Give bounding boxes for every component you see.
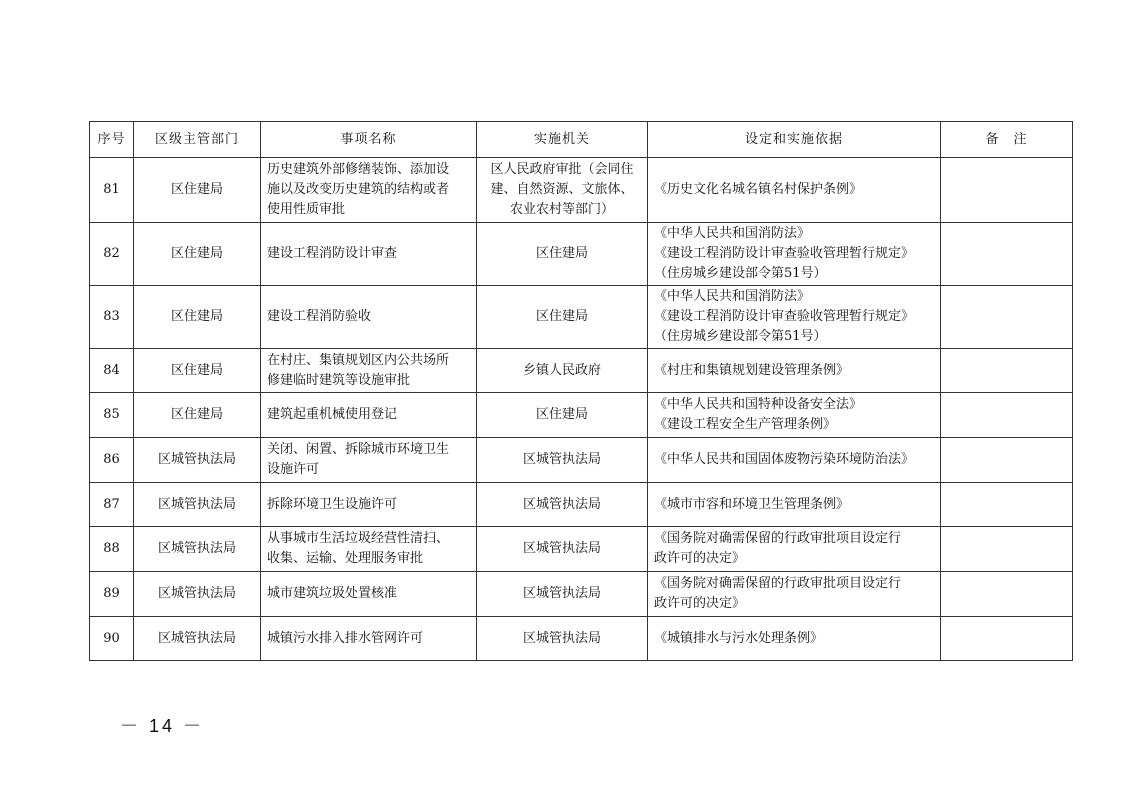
cell-serial: 83	[90, 286, 134, 349]
cell-agency	[477, 393, 648, 438]
cell-department: 区城管执法局	[134, 617, 261, 661]
cell-basis-line: 政许可的决定》	[654, 551, 746, 566]
cell-item-name	[261, 286, 477, 349]
cell-basis-line: 《国务院对确需保留的行政审批项目设定行	[654, 531, 902, 546]
header-item-name: 事项名称	[261, 122, 477, 158]
cell-basis	[648, 223, 941, 286]
table-row	[90, 223, 1073, 286]
table-row	[90, 286, 1073, 349]
cell-notes	[941, 438, 1073, 483]
cell-basis-line: 《中华人民共和国特种设备安全法》	[654, 397, 863, 412]
cell-serial: 82	[90, 223, 134, 286]
table-row	[90, 393, 1073, 438]
table-row	[90, 527, 1073, 572]
table-row	[90, 572, 1073, 617]
cell-item-name-line: 建设工程消防设计审查	[267, 246, 398, 261]
cell-item-name	[261, 572, 477, 617]
cell-notes	[941, 158, 1073, 223]
cell-agency-line: 区住建局	[535, 407, 588, 422]
header-agency: 实施机关	[477, 122, 648, 158]
cell-item-name-line: 使用性质审批	[267, 202, 346, 217]
cell-agency	[477, 223, 648, 286]
cell-department: 区住建局	[134, 393, 261, 438]
cell-notes	[941, 527, 1073, 572]
cell-agency-line: 区城管执法局	[522, 630, 601, 646]
cell-basis	[648, 483, 941, 527]
cell-serial: 89	[90, 572, 134, 617]
cell-department: 区城管执法局	[134, 483, 261, 527]
cell-agency-line: 建、自然资源、文旅体、	[490, 182, 634, 197]
cell-agency	[477, 286, 648, 349]
cell-department: 区住建局	[134, 349, 261, 393]
cell-basis	[648, 286, 941, 349]
cell-agency-line: 乡镇人民政府	[522, 362, 601, 378]
cell-item-name-line: 修建临时建筑等设施审批	[267, 372, 411, 388]
cell-item-name-line: 在村庄、集镇规划区内公共场所	[267, 352, 450, 368]
cell-department: 区住建局	[134, 223, 261, 286]
cell-item-name-line: 设施许可	[267, 462, 320, 477]
cell-serial: 87	[90, 483, 134, 527]
cell-notes	[941, 483, 1073, 527]
cell-item-name-line: 建设工程消防验收	[267, 309, 372, 324]
cell-basis-line: 《中华人民共和国消防法》	[654, 226, 811, 241]
cell-basis	[648, 527, 941, 572]
cell-notes	[941, 286, 1073, 349]
cell-notes	[941, 349, 1073, 393]
header-department: 区级主管部门	[134, 122, 261, 158]
table-row	[90, 349, 1073, 393]
cell-agency-line: 区城管执法局	[522, 586, 601, 601]
cell-agency	[477, 483, 648, 527]
cell-item-name	[261, 438, 477, 483]
cell-department: 区住建局	[134, 286, 261, 349]
cell-serial: 88	[90, 527, 134, 572]
cell-serial: 90	[90, 617, 134, 661]
cell-notes	[941, 393, 1073, 438]
cell-basis-line: 《国务院对确需保留的行政审批项目设定行	[654, 576, 902, 591]
cell-basis-line: 《城镇排水与污水处理条例》	[654, 630, 824, 646]
cell-agency-line: 农业农村等部门）	[509, 202, 614, 217]
cell-agency	[477, 158, 648, 223]
cell-basis-line: （住房城乡建设部令第51号）	[654, 266, 827, 281]
page-number: － 14 －	[120, 716, 205, 736]
cell-basis-line: 《历史文化名城名镇名村保护条例》	[654, 182, 863, 197]
cell-item-name-line: 关闭、闲置、拆除城市环境卫生	[267, 442, 450, 457]
cell-department: 区城管执法局	[134, 527, 261, 572]
cell-item-name	[261, 158, 477, 223]
cell-basis-line: 《城市市容和环境卫生管理条例》	[654, 496, 850, 512]
cell-basis-line: 政许可的决定》	[654, 596, 746, 611]
cell-basis	[648, 393, 941, 438]
cell-item-name	[261, 223, 477, 286]
cell-department: 区城管执法局	[134, 572, 261, 617]
cell-agency	[477, 438, 648, 483]
cell-serial: 84	[90, 349, 134, 393]
cell-agency	[477, 572, 648, 617]
cell-basis	[648, 617, 941, 661]
cell-basis-line: 《建设工程消防设计审查验收管理暂行规定》	[654, 309, 915, 324]
cell-department: 区城管执法局	[134, 438, 261, 483]
cell-agency	[477, 527, 648, 572]
cell-item-name	[261, 349, 477, 393]
cell-basis	[648, 572, 941, 617]
cell-notes	[941, 617, 1073, 661]
cell-serial: 86	[90, 438, 134, 483]
cell-agency-line: 区城管执法局	[522, 496, 601, 512]
cell-item-name	[261, 483, 477, 527]
cell-item-name	[261, 617, 477, 661]
cell-basis	[648, 438, 941, 483]
cell-item-name-line: 建筑起重机械使用登记	[267, 407, 398, 422]
cell-serial: 81	[90, 158, 134, 223]
approval-items-table	[89, 121, 1073, 661]
cell-basis	[648, 158, 941, 223]
cell-agency-line: 区住建局	[535, 246, 588, 261]
cell-agency-line: 区城管执法局	[522, 541, 601, 556]
cell-item-name	[261, 393, 477, 438]
table-row	[90, 617, 1073, 661]
cell-item-name-line: 施以及改变历史建筑的结构或者	[267, 182, 450, 197]
cell-item-name	[261, 527, 477, 572]
cell-item-name-line: 城市建筑垃圾处置核准	[267, 586, 398, 601]
table-row	[90, 158, 1073, 223]
table-row	[90, 483, 1073, 527]
cell-basis-line: 《建设工程安全生产管理条例》	[654, 417, 837, 432]
cell-serial: 85	[90, 393, 134, 438]
table-header-row	[90, 122, 1073, 158]
header-serial: 序号	[90, 122, 134, 158]
cell-item-name-line: 历史建筑外部修缮装饰、添加设	[267, 162, 450, 177]
cell-basis-line: （住房城乡建设部令第51号）	[654, 329, 827, 344]
cell-notes	[941, 223, 1073, 286]
cell-basis-line: 《中华人民共和国固体废物污染环境防治法》	[654, 452, 915, 467]
cell-basis-line: 《建设工程消防设计审查验收管理暂行规定》	[654, 246, 915, 261]
cell-item-name-line: 从事城市生活垃圾经营性清扫、	[267, 531, 450, 546]
header-notes: 备 注	[941, 122, 1073, 158]
header-basis: 设定和实施依据	[648, 122, 941, 158]
cell-item-name-line: 收集、运输、处理服务审批	[267, 551, 424, 566]
cell-agency	[477, 617, 648, 661]
table-row	[90, 438, 1073, 483]
cell-basis-line: 《村庄和集镇规划建设管理条例》	[654, 362, 850, 378]
table-body	[90, 158, 1073, 661]
cell-department: 区住建局	[134, 158, 261, 223]
cell-notes	[941, 572, 1073, 617]
cell-item-name-line: 拆除环境卫生设施许可	[267, 496, 398, 512]
cell-agency-line: 区人民政府审批（会同住	[490, 162, 634, 177]
cell-agency-line: 区住建局	[535, 309, 588, 324]
cell-basis-line: 《中华人民共和国消防法》	[654, 289, 811, 304]
cell-item-name-line: 城镇污水排入排水管网许可	[267, 630, 424, 646]
cell-agency	[477, 349, 648, 393]
cell-agency-line: 区城管执法局	[522, 452, 601, 467]
cell-basis	[648, 349, 941, 393]
